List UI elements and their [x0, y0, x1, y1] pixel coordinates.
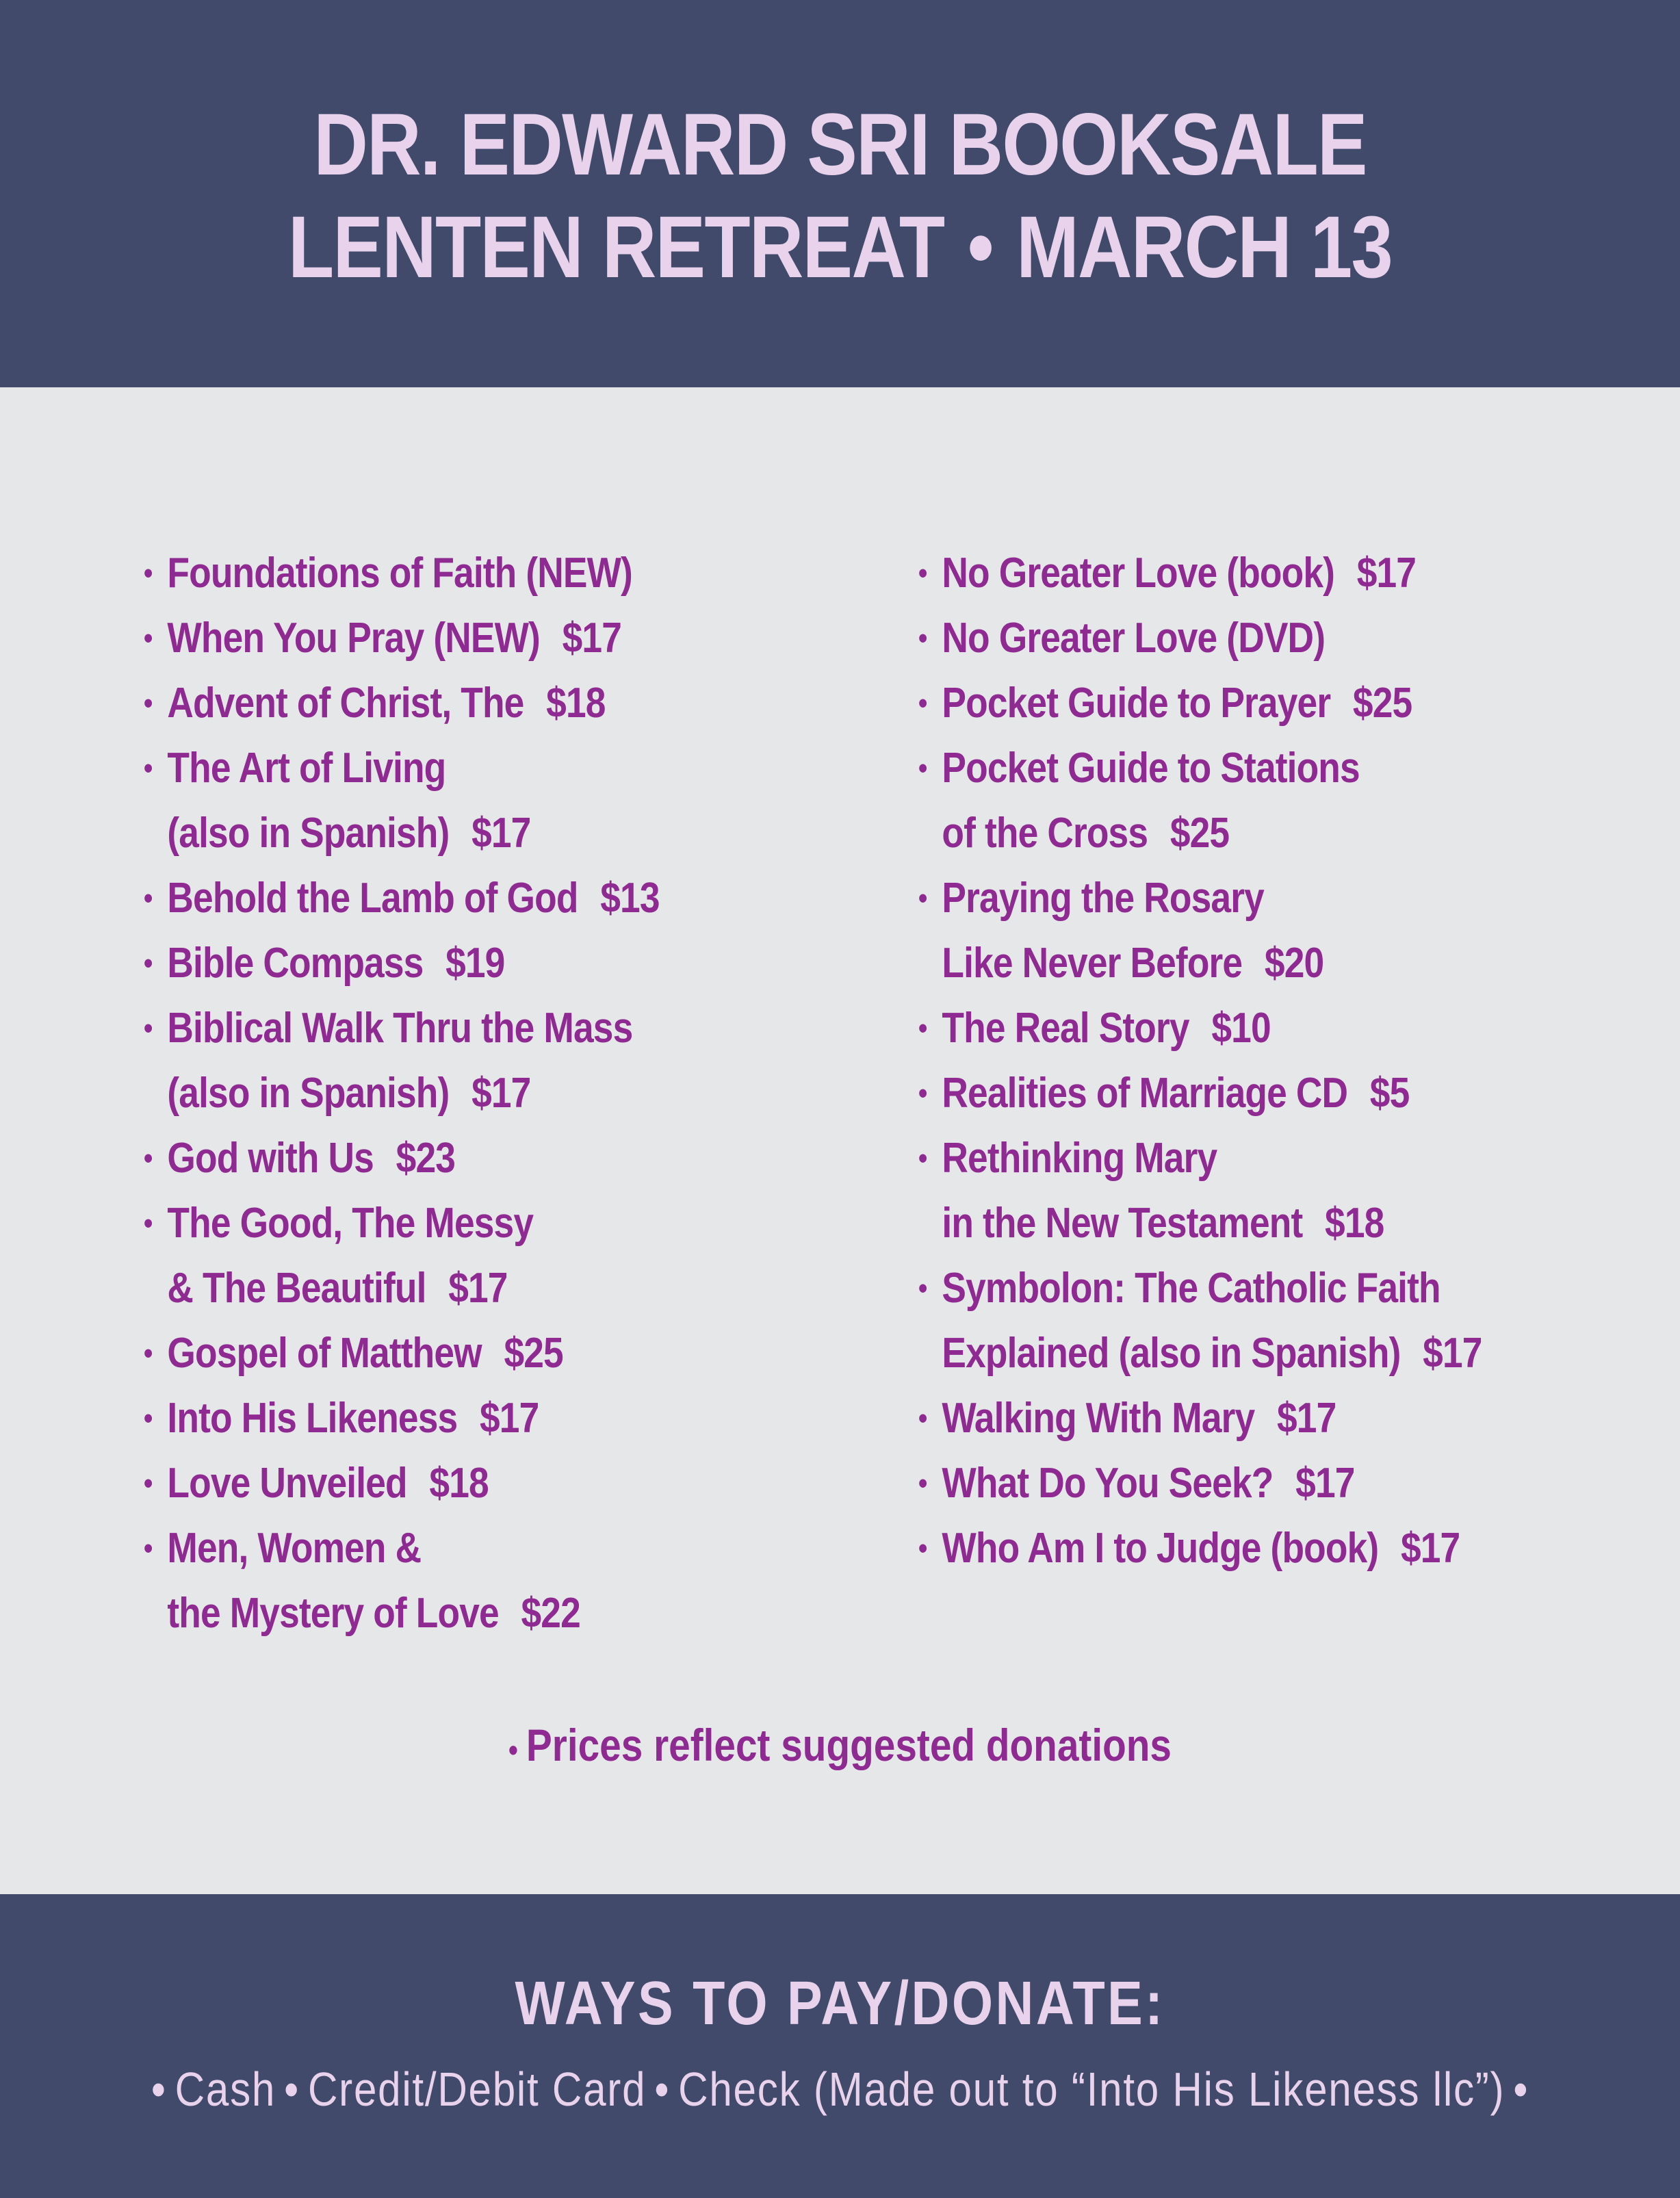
- book-title-continued: [942, 931, 1566, 996]
- book-title-continued: [167, 801, 762, 866]
- book-price: $17: [1400, 1525, 1460, 1572]
- bullet-icon: •: [918, 686, 927, 720]
- book-title: [167, 1386, 762, 1451]
- book-item: [144, 1386, 762, 1451]
- book-item: [918, 606, 1566, 671]
- book-price: $13: [600, 875, 660, 922]
- book-list-left: [144, 541, 862, 1646]
- title-separator: •: [967, 198, 993, 296]
- bullet-icon: •: [144, 881, 153, 915]
- book-title: [167, 671, 762, 736]
- event-subtitle: [118, 198, 1562, 296]
- book-title-text: Walking With Mary: [942, 1395, 1255, 1442]
- book-title-text: Bible Compass: [167, 940, 424, 987]
- bullet-icon: •: [144, 946, 153, 980]
- book-item: [144, 1321, 762, 1386]
- book-title-text: Love Unveiled: [167, 1460, 407, 1507]
- book-title-text: & The Beautiful: [167, 1265, 426, 1312]
- book-title-text: Advent of Christ, The: [167, 680, 524, 727]
- book-title: [167, 1321, 762, 1386]
- bullet-icon: •: [144, 1401, 153, 1435]
- book-title: [942, 866, 1566, 931]
- book-list-right: [918, 541, 1671, 1581]
- bullet-icon: •: [918, 1271, 927, 1305]
- book-price: $25: [1352, 680, 1412, 727]
- payment-method: Check (Made out to “Into His Likeness llc”): [678, 2063, 1505, 2116]
- book-item: [144, 606, 762, 671]
- method-separator: •: [1513, 2063, 1529, 2116]
- book-price: $17: [471, 1070, 531, 1117]
- book-price: $20: [1264, 940, 1324, 987]
- header-banner: [0, 0, 1680, 387]
- book-item: [144, 866, 762, 931]
- book-item: [918, 736, 1566, 866]
- book-price: $17: [1295, 1460, 1355, 1507]
- book-title-continued: [942, 1321, 1566, 1386]
- book-title-text: The Real Story: [942, 1005, 1189, 1052]
- book-title-continued: [167, 1061, 762, 1126]
- book-title: [167, 866, 762, 931]
- book-title-text: Into His Likeness: [167, 1395, 458, 1442]
- book-item: [144, 1191, 762, 1321]
- bullet-icon: •: [144, 1466, 153, 1500]
- book-title: [167, 606, 762, 671]
- bullet-icon: •: [918, 1401, 927, 1435]
- method-separator: •: [284, 2063, 300, 2116]
- book-item: [144, 1451, 762, 1516]
- footer-banner: [0, 1894, 1680, 2198]
- book-title-continued: [167, 1256, 762, 1321]
- book-item: [144, 1516, 762, 1646]
- book-item: [918, 866, 1566, 996]
- book-title-text: No Greater Love (book): [942, 550, 1335, 597]
- book-item: [144, 671, 762, 736]
- bullet-icon: •: [144, 751, 153, 785]
- event-name: LENTEN RETREAT: [287, 198, 944, 296]
- book-item: [918, 1256, 1566, 1386]
- bullet-icon: •: [918, 1466, 927, 1500]
- book-title-text: When You Pray (NEW): [167, 615, 540, 662]
- bullet-icon: •: [144, 1336, 153, 1370]
- book-title: [942, 606, 1566, 671]
- book-title-text: Behold the Lamb of God: [167, 875, 578, 922]
- book-title-continued: [942, 1191, 1566, 1256]
- book-item: [918, 541, 1566, 606]
- book-title-text: Biblical Walk Thru the Mass: [167, 1005, 633, 1052]
- book-price: $22: [521, 1590, 580, 1637]
- book-price: $17: [562, 615, 622, 662]
- bullet-icon: •: [918, 751, 927, 785]
- book-price: $17: [1423, 1330, 1482, 1377]
- book-title: [942, 996, 1566, 1061]
- book-title-text: Symbolon: The Catholic Faith: [942, 1265, 1440, 1312]
- donation-note: [118, 1714, 1562, 1781]
- book-price: $10: [1211, 1005, 1271, 1052]
- book-price: $18: [1325, 1200, 1384, 1247]
- page-title: DR. EDWARD SRI BOOKSALE: [313, 96, 1367, 194]
- book-title: [167, 1451, 762, 1516]
- book-title-text: Pocket Guide to Stations: [942, 745, 1360, 792]
- book-item: [144, 1126, 762, 1191]
- book-title: [167, 1516, 762, 1581]
- book-title: [167, 1126, 762, 1191]
- book-title-text: Who Am I to Judge (book): [942, 1525, 1379, 1572]
- book-title-text: Like Never Before: [942, 940, 1243, 987]
- book-item: [918, 1061, 1566, 1126]
- method-separator: •: [654, 2063, 671, 2116]
- book-title-text: Pocket Guide to Prayer: [942, 680, 1331, 727]
- book-title: [942, 1061, 1566, 1126]
- book-item: [918, 671, 1566, 736]
- book-price: $25: [1169, 810, 1230, 857]
- book-title-text: Foundations of Faith (NEW): [167, 550, 632, 597]
- payment-method: Credit/Debit Card: [307, 2063, 647, 2116]
- book-title-text: Praying the Rosary: [942, 875, 1264, 922]
- book-price: $19: [445, 940, 505, 987]
- book-price: $18: [546, 680, 606, 727]
- payment-heading: WAYS TO PAY/DONATE:: [515, 1969, 1165, 2038]
- book-title-text: in the New Testament: [942, 1200, 1303, 1247]
- bullet-icon: •: [918, 881, 927, 915]
- book-price: $17: [471, 810, 531, 857]
- bullet-icon: •: [144, 556, 153, 590]
- book-title: [942, 1386, 1566, 1451]
- book-title: [942, 671, 1566, 736]
- book-title-text: the Mystery of Love: [167, 1590, 499, 1637]
- bullet-icon: •: [918, 1141, 927, 1175]
- book-item: [918, 1126, 1566, 1256]
- bullet-icon: •: [918, 556, 927, 590]
- book-item: [144, 931, 762, 996]
- bullet-icon: •: [144, 1206, 153, 1240]
- book-title-text: (also in Spanish): [167, 1070, 450, 1117]
- book-title-text: The Good, The Messy: [167, 1200, 534, 1247]
- bullet-icon: •: [918, 1531, 927, 1565]
- book-title-text: Explained (also in Spanish): [942, 1330, 1401, 1377]
- book-price: $23: [396, 1135, 456, 1182]
- book-title: [167, 1191, 762, 1256]
- book-price: $17: [1276, 1395, 1336, 1442]
- bullet-icon: •: [144, 1141, 153, 1175]
- book-title-text: Gospel of Matthew: [167, 1330, 482, 1377]
- book-title-text: Rethinking Mary: [942, 1135, 1217, 1182]
- book-item: [144, 736, 762, 866]
- book-title-text: Men, Women &: [167, 1525, 422, 1572]
- book-item: [144, 996, 762, 1126]
- book-title: [942, 1256, 1566, 1321]
- payment-methods: [118, 2063, 1562, 2116]
- book-title: [167, 996, 762, 1061]
- book-item: [918, 1386, 1566, 1451]
- book-title: [942, 736, 1566, 801]
- book-price: $5: [1369, 1070, 1410, 1117]
- bullet-icon: •: [144, 686, 153, 720]
- book-title-continued: [167, 1581, 762, 1646]
- note-bullet: •: [508, 1732, 518, 1768]
- book-title: [942, 541, 1566, 606]
- book-item: [918, 996, 1566, 1061]
- book-title-text: The Art of Living: [167, 745, 446, 792]
- book-price: $25: [504, 1330, 563, 1377]
- book-title: [942, 1451, 1566, 1516]
- bullet-icon: •: [918, 1011, 927, 1045]
- book-item: [918, 1451, 1566, 1516]
- book-title: [942, 1516, 1566, 1581]
- bullet-icon: •: [918, 1076, 927, 1110]
- book-price: $18: [429, 1460, 489, 1507]
- payment-method: Cash: [175, 2063, 276, 2116]
- book-item: [918, 1516, 1566, 1581]
- bullet-icon: •: [144, 1531, 153, 1565]
- method-separator: •: [151, 2063, 167, 2116]
- book-title-text: (also in Spanish): [167, 810, 450, 857]
- book-title-text: of the Cross: [942, 810, 1148, 857]
- book-title: [167, 931, 762, 996]
- book-title-text: God with Us: [167, 1135, 374, 1182]
- book-price: $17: [480, 1395, 539, 1442]
- book-price: $17: [448, 1265, 508, 1312]
- bullet-icon: •: [918, 621, 927, 655]
- bullet-icon: •: [144, 1011, 153, 1045]
- book-title: [942, 1126, 1566, 1191]
- book-title-text: What Do You Seek?: [942, 1460, 1274, 1507]
- event-date: MARCH 13: [1016, 198, 1393, 296]
- book-title-text: Realities of Marriage CD: [942, 1070, 1348, 1117]
- note-text: Prices reflect suggested donations: [526, 1720, 1172, 1770]
- bullet-icon: •: [144, 621, 153, 655]
- book-title: [167, 736, 762, 801]
- book-title-continued: [942, 801, 1566, 866]
- book-title: [167, 541, 762, 606]
- book-price: $17: [1356, 550, 1417, 597]
- book-item: [144, 541, 762, 606]
- book-title-text: No Greater Love (DVD): [942, 615, 1326, 662]
